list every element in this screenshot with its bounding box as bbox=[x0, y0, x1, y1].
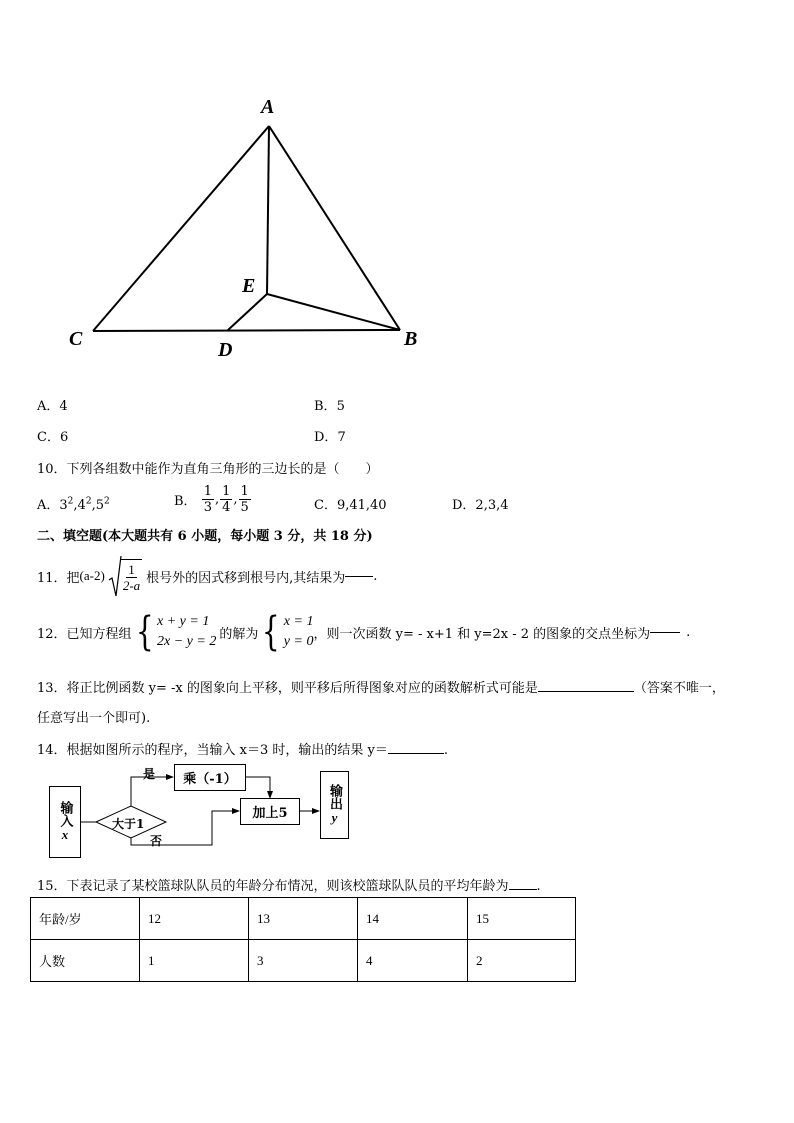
table-cell: 2 bbox=[468, 940, 576, 982]
age-distribution-table bbox=[30, 897, 576, 982]
flow-multiply-box: 乘（-1） bbox=[174, 764, 246, 791]
table-cell: 3 bbox=[249, 940, 358, 982]
fraction: $\frac{1}{5}$ bbox=[240, 484, 249, 515]
q10-option-b: B． $\frac{1}{3}$ , $\frac{1}{4}$ , $\frac{1}{5}$ bbox=[174, 484, 249, 515]
flow-add-box: 加上5 bbox=[240, 798, 300, 825]
table-cell: 12 bbox=[140, 898, 249, 940]
table-cell: 15 bbox=[468, 898, 576, 940]
equation-system: { x + y = 1 2x − y = 2 bbox=[135, 609, 217, 655]
q9-option-a: A．4 bbox=[37, 399, 68, 414]
fraction: $\frac{1}{4}$ bbox=[222, 484, 231, 515]
q12: 12．已知方程组 { x + y = 1 2x − y = 2 的解为 { x = 1 y = 0 ，则一次函数 y= - x+1 和 y=2x - 2 的图象的交点坐标为 . bbox=[37, 609, 691, 655]
table-row bbox=[31, 898, 576, 940]
solution-system: { x = 1 y = 0 bbox=[262, 609, 314, 655]
q10-option-c: C．9,41,40 bbox=[314, 498, 387, 513]
flow-input-box: 输入 x bbox=[49, 786, 81, 858]
q10-stem: 10．下列各组数中能作为直角三角形的三边长的是（ ） bbox=[37, 462, 379, 477]
q13-line-2: 任意写出一个即可). bbox=[37, 711, 151, 726]
table-cell: 人数 bbox=[31, 940, 140, 982]
flow-no-label: 否 bbox=[150, 834, 163, 848]
q15-stem: 15．下表记录了某校篮球队队员的年龄分布情况，则该校篮球队队员的平均年龄为 . bbox=[37, 879, 541, 894]
q11: 11．把 (a-2) $\frac{1}{2-a}$ 根号外的因式移到根号内,其结果为 . bbox=[37, 554, 377, 598]
table-cell: 4 bbox=[358, 940, 468, 982]
table-cell: 13 bbox=[249, 898, 358, 940]
q9-option-b: B．5 bbox=[314, 399, 345, 414]
point-label-b: B bbox=[404, 328, 418, 350]
point-label-e: E bbox=[242, 275, 256, 297]
q14-stem: 14．根据如图所示的程序，当输入 x＝3 时，输出的结果 y＝ . bbox=[37, 743, 449, 758]
section-2-heading: 二、填空题(本大题共有 6 小题，每小题 3 分，共 18 分) bbox=[37, 529, 373, 544]
point-label-c: C bbox=[69, 328, 83, 350]
answer-blank[interactable] bbox=[509, 888, 537, 890]
table-cell: 1 bbox=[140, 940, 249, 982]
q10-option-d: D．2,3,4 bbox=[452, 498, 509, 513]
flow-decision-label: 大于1 bbox=[112, 817, 145, 831]
table-cell: 年龄/岁 bbox=[31, 898, 140, 940]
point-label-d: D bbox=[218, 339, 233, 361]
table-cell: 14 bbox=[358, 898, 468, 940]
q9-option-d: D．7 bbox=[314, 430, 346, 445]
flow-yes-label: 是 bbox=[143, 767, 156, 781]
point-label-a: A bbox=[261, 96, 275, 118]
fraction: $\frac{1}{3}$ bbox=[203, 484, 212, 515]
flow-output-box: 输出 y bbox=[320, 771, 349, 839]
table-row bbox=[31, 940, 576, 982]
q13-line-1: 13．将正比例函数 y= -x 的图象向上平移，则平移后所得图象对应的函数解析式可能是 （答案不唯一， bbox=[37, 681, 725, 696]
q10-option-a: A．$3^2,4^2,5^2$ bbox=[37, 496, 110, 513]
q9-option-c: C．6 bbox=[37, 430, 69, 445]
